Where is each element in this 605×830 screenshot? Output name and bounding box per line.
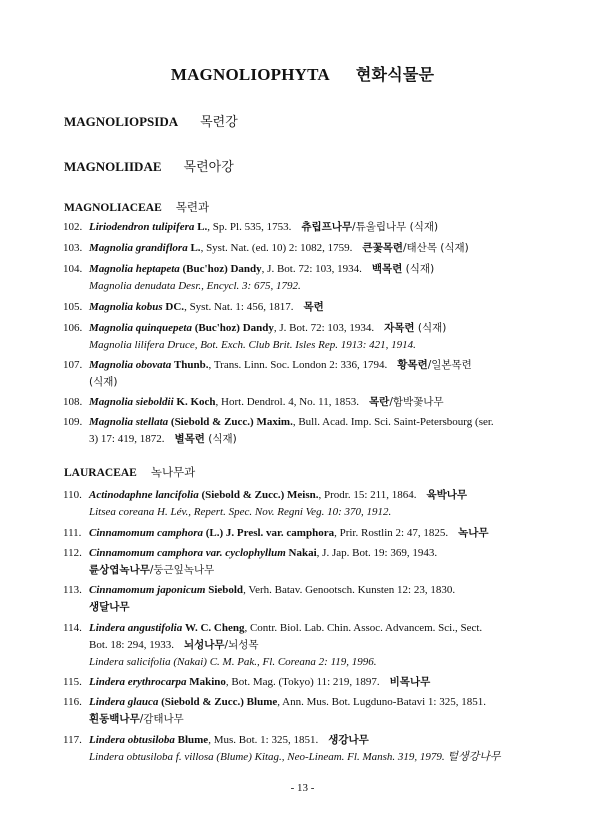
reference-cont: 3) 17: 419, 1872. <box>89 433 165 445</box>
species-name: Liriodendron tulipifera <box>89 221 195 233</box>
author: (Siebold & Zucc.) Maxim. <box>170 416 293 428</box>
author: (Buc'hoz) Dandy <box>182 263 262 275</box>
entry-number: 115. <box>63 676 82 688</box>
entry-number: 112. <box>63 547 82 559</box>
korean-alt: (식재) <box>414 322 447 334</box>
author: W. C. Cheng <box>184 622 245 634</box>
entry-number: 107. <box>63 359 83 371</box>
reference: , Mus. Bot. 1: 325, 1851. <box>208 734 319 746</box>
reference: , Trans. Linn. Soc. London 2: 336, 1794. <box>208 359 388 371</box>
entry-number: 116. <box>63 696 82 708</box>
korean-name: 츄립프나무 <box>301 221 353 233</box>
author: Makino <box>189 676 226 688</box>
author: (Buc'hoz) Dandy <box>194 322 274 334</box>
species-entry <box>63 240 543 257</box>
reference: , Sp. Pl. 535, 1753. <box>207 221 292 233</box>
korean-name: 생강나무 <box>328 734 369 746</box>
species-name: Magnolia grandiflora <box>89 242 188 254</box>
cultivation-note: (식재) <box>89 376 118 388</box>
species-entry <box>63 394 543 411</box>
page-number: - 13 - <box>290 782 315 794</box>
species-name: Lindera angustifolia <box>89 622 183 634</box>
family-heading <box>64 464 195 480</box>
species-entry <box>63 732 543 766</box>
author: L. <box>197 221 208 233</box>
species-name: Cinnamomum japonicum <box>89 584 206 596</box>
author: L. <box>190 242 201 254</box>
synonym: Litsea coreana H. Lév., Repert. Spec. Nov. Regni Veg. 10: 370, 1912. <box>89 506 392 518</box>
reference: , Bull. Acad. Imp. Sci. Saint-Petersbourg (ser. <box>292 416 494 428</box>
korean-name: 큰꽃목련 <box>362 242 403 254</box>
author: Blume <box>177 734 209 746</box>
korean-alt: /둥근잎녹나무 <box>149 564 215 576</box>
korean-name: 녹나무 <box>458 527 489 539</box>
korean-name: 륜상엽녹나무 <box>89 564 150 576</box>
korean-alt: (식재) <box>402 263 435 275</box>
entry-number: 113. <box>63 584 82 596</box>
entry-number: 102. <box>63 221 83 233</box>
species-entry <box>63 414 543 448</box>
subclass-latin: MAGNOLIIDAE <box>64 159 162 174</box>
division-title <box>0 62 605 85</box>
korean-name: 목련 <box>303 301 324 313</box>
species-entry <box>63 357 543 391</box>
reference: , Hort. Dendrol. 4, No. 11, 1853. <box>215 396 360 408</box>
entry-number: 111. <box>63 527 82 539</box>
family-latin: LAURACEAE <box>64 467 137 479</box>
family-heading <box>64 199 209 215</box>
korean-alt: /함박꽃나무 <box>389 396 444 408</box>
species-entry <box>63 299 543 316</box>
species-name: Magnolia stellata <box>89 416 169 428</box>
entry-number: 103. <box>63 242 83 254</box>
synonym: Magnolia denudata Desr., Encycl. 3: 675, 1792. <box>89 280 301 292</box>
reference: , Contr. Biol. Lab. Chin. Assoc. Advancem. Sci., Sect. <box>244 622 483 634</box>
species-entry <box>63 219 543 236</box>
synonym: Magnolia lilifera Druce, Bot. Exch. Club Brit. Isles Rep. 1913: 421, 1914. <box>89 339 416 351</box>
reference: , Bot. Mag. (Tokyo) 11: 219, 1897. <box>225 676 380 688</box>
class-heading <box>64 111 238 130</box>
author: Thunb. <box>173 359 209 371</box>
author: Siebold <box>208 584 244 596</box>
korean-name: 생달나무 <box>89 601 130 613</box>
reference: , J. Bot. 72: 103, 1934. <box>261 263 362 275</box>
subclass-heading <box>64 156 234 175</box>
korean-alt: (식재) <box>204 433 237 445</box>
division-latin: MAGNOLIOPHYTA <box>170 65 330 84</box>
family-korean: 목련과 <box>175 200 210 214</box>
division-korean: 현화식물문 <box>355 65 435 84</box>
reference: , Prir. Rostlin 2: 47, 1825. <box>334 527 449 539</box>
reference: , Verh. Batav. Genootsch. Kunsten 12: 23, 1830. <box>243 584 456 596</box>
species-entry <box>63 545 543 579</box>
species-entry <box>63 261 543 295</box>
species-entry <box>63 320 543 354</box>
author: K. Koch <box>176 396 216 408</box>
korean-alt: /일본목련 <box>427 359 472 371</box>
author: Nakai <box>288 547 317 559</box>
species-name: Magnolia heptapeta <box>89 263 180 275</box>
author: (Siebold & Zucc.) Meisn. <box>201 489 319 501</box>
entry-number: 105. <box>63 301 83 313</box>
species-name: Magnolia kobus <box>89 301 163 313</box>
class-korean: 목련강 <box>200 115 238 130</box>
entry-number: 110. <box>63 489 82 501</box>
species-name: Lindera obtusiloba <box>89 734 175 746</box>
synonym: Lindera salicifolia (Nakai) C. M. Pak., Fl. Coreana 2: 119, 1996. <box>89 656 377 668</box>
korean-alt: /태산목 (식재) <box>403 242 469 254</box>
subclass-korean: 목련아강 <box>183 160 234 175</box>
species-entry <box>63 620 543 671</box>
korean-name: 황목련 <box>397 359 428 371</box>
entry-number: 117. <box>63 734 82 746</box>
species-name: Magnolia obovata <box>89 359 172 371</box>
korean-alt: /뇌성목 <box>224 639 259 651</box>
korean-name: 흰동백나무 <box>89 713 140 725</box>
reference: , Syst. Nat. (ed. 10) 2: 1082, 1759. <box>200 242 353 254</box>
species-name: Actinodaphne lancifolia <box>89 489 199 501</box>
author: (L.) J. Presl. var. camphora <box>205 527 335 539</box>
species-name: Cinnamomum camphora <box>89 527 204 539</box>
species-name: Cinnamomum camphora var. cyclophyllum <box>89 547 286 559</box>
species-name: Magnolia sieboldii <box>89 396 174 408</box>
species-entry <box>63 487 543 521</box>
reference: , J. Jap. Bot. 19: 369, 1943. <box>316 547 438 559</box>
reference-cont: Bot. 18: 294, 1933. <box>89 639 174 651</box>
korean-name: 백목련 <box>371 263 403 275</box>
species-entry <box>63 582 543 616</box>
reference: , Syst. Nat. 1: 456, 1817. <box>184 301 294 313</box>
species-entry <box>63 674 543 691</box>
korean-name: 목란 <box>369 396 390 408</box>
species-name: Magnolia quinquepeta <box>89 322 192 334</box>
reference: , Ann. Mus. Bot. Lugduno-Batavi 1: 325, 1851. <box>277 696 486 708</box>
reference: , J. Bot. 72: 103, 1934. <box>273 322 375 334</box>
entry-number: 108. <box>63 396 83 408</box>
class-latin: MAGNOLIOPSIDA <box>64 114 179 129</box>
species-name: Lindera glauca <box>89 696 159 708</box>
entry-number: 109. <box>63 416 83 428</box>
reference: , Prodr. 15: 211, 1864. <box>318 489 417 501</box>
korean-alt: /감태나무 <box>139 713 184 725</box>
entry-number: 106. <box>63 322 83 334</box>
korean-name: 육박나무 <box>426 489 468 501</box>
entry-number: 104. <box>63 263 83 275</box>
author: DC. <box>165 301 185 313</box>
author: (Siebold & Zucc.) Blume <box>161 696 278 708</box>
family-korean: 녹나무과 <box>150 465 196 479</box>
korean-name: 별목련 <box>174 433 205 445</box>
korean-alt: /튜울립나무 (식재) <box>352 221 439 233</box>
family-latin: MAGNOLIACEAE <box>64 202 162 214</box>
species-entry <box>63 525 543 542</box>
korean-name: 자목련 <box>384 322 415 334</box>
species-name: Lindera erythrocarpa <box>89 676 187 688</box>
korean-name: 비목나무 <box>389 676 431 688</box>
species-entry <box>63 694 543 728</box>
korean-name: 뇌성나무 <box>183 639 225 651</box>
entry-number: 114. <box>63 622 82 634</box>
synonym: Lindera obtusiloba f. villosa (Blume) Kitag., Neo-Lineam. Fl. Mansh. 319, 1979. 털생강나무 <box>89 751 501 763</box>
